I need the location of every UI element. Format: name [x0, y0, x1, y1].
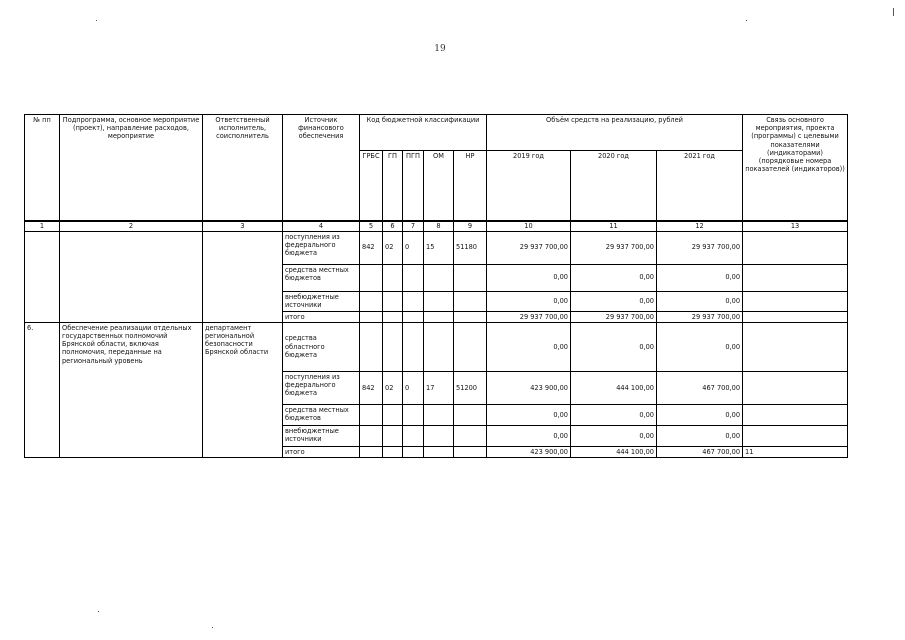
cell-om [424, 446, 454, 457]
cell-link [743, 371, 848, 404]
header-row [25, 115, 848, 151]
cell-2021: 0,00 [657, 291, 743, 311]
cell-2020: 0,00 [571, 322, 657, 371]
cell-om [424, 264, 454, 291]
column-number: 6 [383, 221, 403, 232]
cell-num [25, 231, 60, 322]
cell-grbs: 842 [360, 231, 383, 264]
total-2019: 29 937 700,00 [487, 311, 571, 322]
cell-source: средства местных бюджетов [283, 404, 360, 425]
column-number: 13 [743, 221, 848, 232]
total-2019: 423 900,00 [487, 446, 571, 457]
header-2020: 2020 год [571, 151, 657, 221]
cell-2021: 29 937 700,00 [657, 231, 743, 264]
header-link: Связь основного мероприятия, проекта (программы) с целевыми показателями (индикаторами) (порядковые номера показателей (индикаторов)) [743, 115, 848, 221]
cell-nr: 51180 [454, 231, 487, 264]
cell-gp [383, 425, 403, 446]
total-label: итого [283, 446, 360, 457]
cell-2021: 0,00 [657, 322, 743, 371]
table-row [25, 231, 848, 264]
table-row [25, 322, 848, 371]
cell-2020: 444 100,00 [571, 371, 657, 404]
cell-om: 17 [424, 371, 454, 404]
column-number: 2 [60, 221, 203, 232]
header-responsible: Ответственный исполнитель, соисполнитель [203, 115, 283, 221]
header-nr: НР [454, 151, 487, 221]
header-2021: 2021 год [657, 151, 743, 221]
cell-nr [454, 446, 487, 457]
cell-gp: 02 [383, 371, 403, 404]
cell-grbs: 842 [360, 371, 383, 404]
header-2019: 2019 год [487, 151, 571, 221]
cell-grbs [360, 311, 383, 322]
cell-om [424, 291, 454, 311]
cell-om: 15 [424, 231, 454, 264]
scan-mark [96, 20, 97, 21]
total-2020: 29 937 700,00 [571, 311, 657, 322]
cell-nr: 51200 [454, 371, 487, 404]
header-budget-code: Код бюджетной классификации [360, 115, 487, 151]
cell-grbs [360, 322, 383, 371]
cell-pgp [403, 322, 424, 371]
cell-gp [383, 291, 403, 311]
cell-link [743, 264, 848, 291]
cell-pgp [403, 311, 424, 322]
cell-gp: 02 [383, 231, 403, 264]
cell-nr [454, 404, 487, 425]
cell-responsible [203, 231, 283, 322]
header-grbs: ГРБС [360, 151, 383, 221]
cell-grbs [360, 264, 383, 291]
column-number: 1 [25, 221, 60, 232]
cell-link [743, 425, 848, 446]
cell-om [424, 404, 454, 425]
cell-2021: 0,00 [657, 264, 743, 291]
column-number: 5 [360, 221, 383, 232]
cell-2021: 0,00 [657, 404, 743, 425]
scan-mark [212, 627, 213, 628]
cell-source: поступления из федерального бюджета [283, 231, 360, 264]
cell-grbs [360, 404, 383, 425]
cell-2019: 0,00 [487, 264, 571, 291]
cell-gp [383, 322, 403, 371]
column-number-row [25, 221, 848, 232]
cell-2020: 0,00 [571, 291, 657, 311]
header-num: № пп [25, 115, 60, 221]
cell-link: 11 [743, 446, 848, 457]
cell-nr [454, 322, 487, 371]
cell-2019: 29 937 700,00 [487, 231, 571, 264]
cell-2020: 0,00 [571, 425, 657, 446]
cell-pgp [403, 404, 424, 425]
cell-num: 6. [25, 322, 60, 457]
cell-pgp [403, 291, 424, 311]
cell-2019: 0,00 [487, 322, 571, 371]
total-2021: 29 937 700,00 [657, 311, 743, 322]
cell-link [743, 311, 848, 322]
cell-gp [383, 311, 403, 322]
cell-2019: 423 900,00 [487, 371, 571, 404]
cell-link [743, 291, 848, 311]
cell-pgp [403, 446, 424, 457]
cell-pgp: 0 [403, 371, 424, 404]
cell-source: поступления из федерального бюджета [283, 371, 360, 404]
cell-nr [454, 425, 487, 446]
column-number: 11 [571, 221, 657, 232]
cell-2021: 467 700,00 [657, 371, 743, 404]
cell-link [743, 404, 848, 425]
header-subprogram: Подпрограмма, основное мероприятие (проект), направление расходов, мероприятие [60, 115, 203, 221]
cell-om [424, 311, 454, 322]
cell-link [743, 322, 848, 371]
column-number: 7 [403, 221, 424, 232]
cell-subprogram [60, 231, 203, 322]
total-2021: 467 700,00 [657, 446, 743, 457]
column-number: 9 [454, 221, 487, 232]
cell-om [424, 322, 454, 371]
cell-responsible: департамент региональной безопасности Брянской области [203, 322, 283, 457]
budget-table [24, 114, 848, 458]
cell-gp [383, 404, 403, 425]
column-number: 12 [657, 221, 743, 232]
cell-subprogram: Обеспечение реализации отдельных государственных полномочий Брянской области, включая полномочия, переданные на региональный уровень [60, 322, 203, 457]
header-volume: Объём средств на реализацию, рублей [487, 115, 743, 151]
scan-mark [98, 611, 99, 612]
cell-nr [454, 311, 487, 322]
cell-2020: 29 937 700,00 [571, 231, 657, 264]
cell-source: внебюджетные источники [283, 425, 360, 446]
total-label: итого [283, 311, 360, 322]
header-source: Источник финансового обеспечения [283, 115, 360, 221]
cell-source: средства областного бюджета [283, 322, 360, 371]
column-number: 3 [203, 221, 283, 232]
scan-mark [893, 8, 894, 16]
page-number: 19 [434, 44, 446, 54]
cell-link [743, 231, 848, 264]
cell-source: внебюджетные источники [283, 291, 360, 311]
cell-2019: 0,00 [487, 291, 571, 311]
cell-grbs [360, 446, 383, 457]
cell-2019: 0,00 [487, 425, 571, 446]
cell-grbs [360, 425, 383, 446]
cell-om [424, 425, 454, 446]
cell-2019: 0,00 [487, 404, 571, 425]
cell-pgp [403, 425, 424, 446]
cell-nr [454, 264, 487, 291]
total-2020: 444 100,00 [571, 446, 657, 457]
cell-grbs [360, 291, 383, 311]
header-gp: ГП [383, 151, 403, 221]
cell-gp [383, 264, 403, 291]
cell-pgp [403, 264, 424, 291]
cell-2021: 0,00 [657, 425, 743, 446]
cell-pgp: 0 [403, 231, 424, 264]
cell-2020: 0,00 [571, 404, 657, 425]
column-number: 4 [283, 221, 360, 232]
scan-mark [746, 20, 747, 21]
column-number: 10 [487, 221, 571, 232]
column-number: 8 [424, 221, 454, 232]
cell-2020: 0,00 [571, 264, 657, 291]
header-pgp: ПГП [403, 151, 424, 221]
header-om: ОМ [424, 151, 454, 221]
cell-source: средства местных бюджетов [283, 264, 360, 291]
cell-nr [454, 291, 487, 311]
cell-gp [383, 446, 403, 457]
